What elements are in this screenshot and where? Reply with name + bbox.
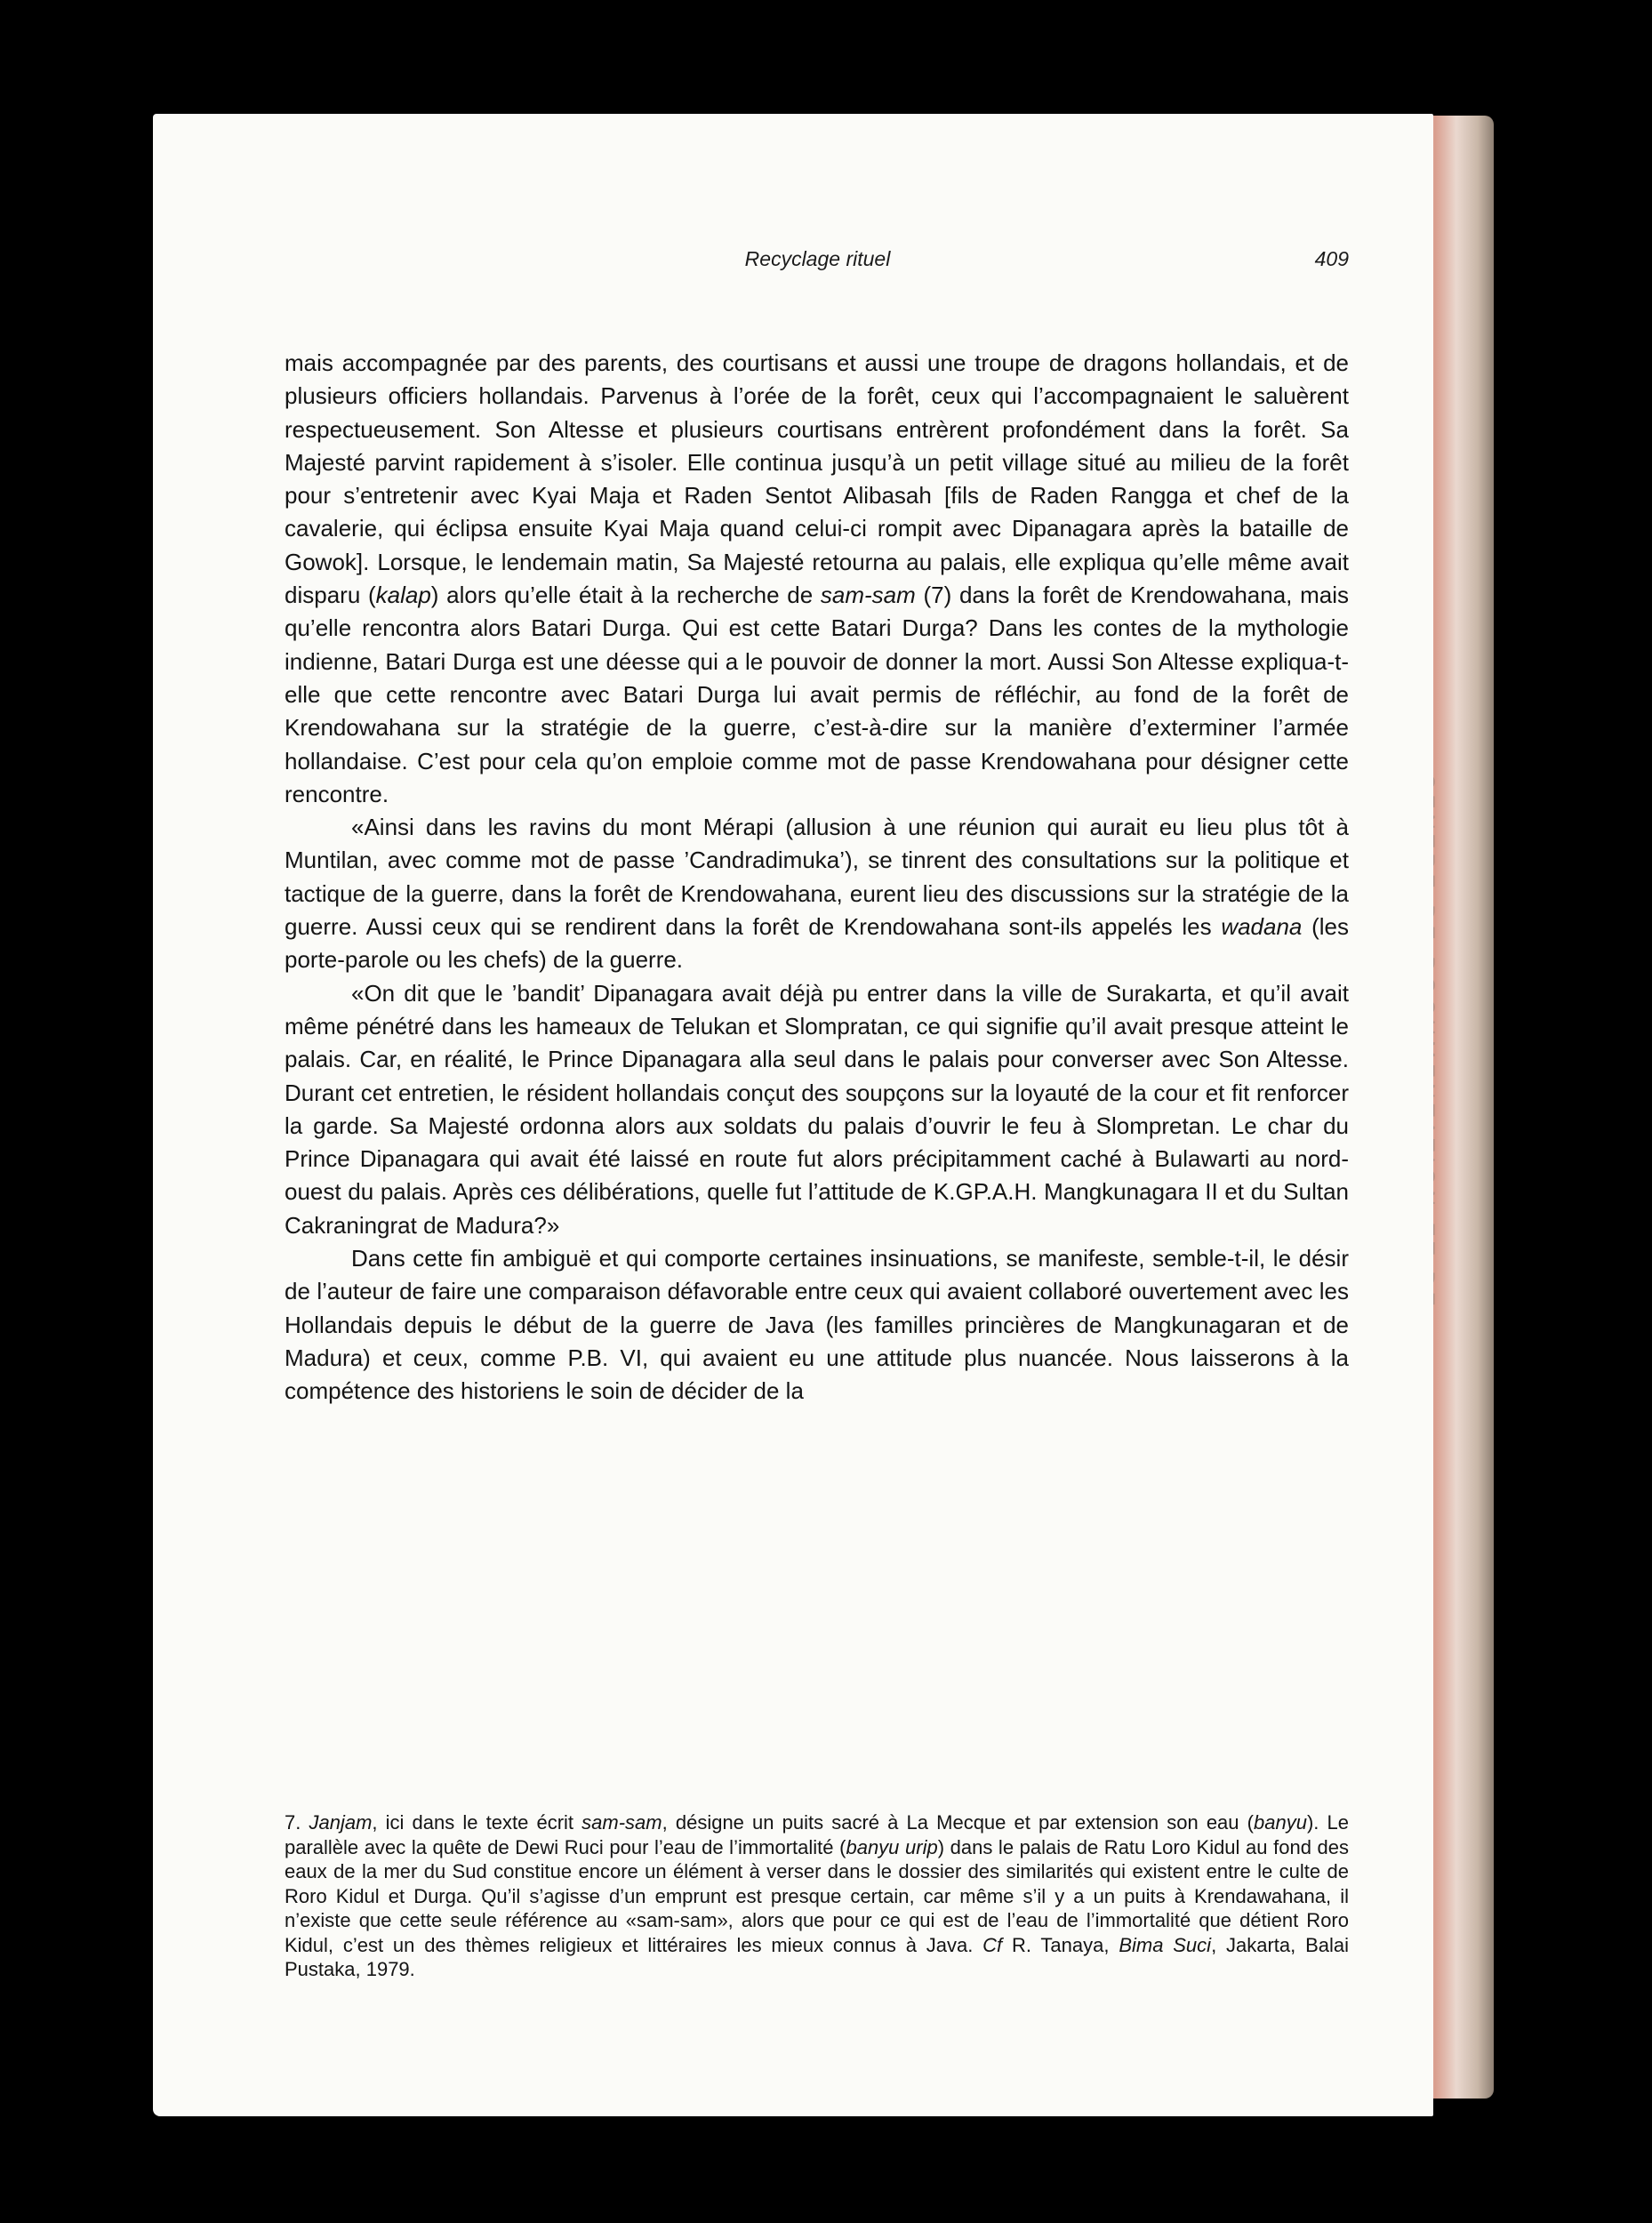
text-run: , ici dans le texte écrit [372,1811,582,1834]
text-run: ) dans le palais de Ratu Loro Kidul au fond des eaux de la mer du Sud constitue encore un élément à verser dans le dossier des similarités qui existent entre le culte de Roro Kidul et Durga. Qu’il s’agisse d’un emprunt est presque certain, car même s’il y a un puits à Krendawahana, il n’existe que cette seule référence au «sam-sam», alors que pour ce qui est de l’eau de l’immortalité que détient Roro Kidul, c’est un des thèmes religieux et littéraires les mieux connus à Java. [285,1835,1349,1956]
italic-text-run: banyu [1254,1811,1307,1834]
italic-text-run: sam-sam [820,582,916,609]
italic-text-run: sam-sam [581,1811,662,1834]
italic-text-run: Janjam [309,1811,373,1834]
italic-text-run: banyu urip [846,1835,938,1858]
text-run: , désigne un puits sacré à La Mecque et par extension son eau ( [662,1811,1254,1834]
text-run: 7. [285,1811,309,1834]
paragraph [285,811,1349,976]
italic-text-run: wadana [1221,913,1303,941]
text-run: R. Tanaya, [1002,1933,1119,1956]
paragraph [285,977,1349,1242]
book-page [153,114,1433,2116]
text-run: ) alors qu’elle était à la recherche de [430,582,821,609]
text-run: ). Le parallèle avec la quête de Dewi Ruci pour l’eau de l’immortalité ( [285,1811,1349,1858]
footnote [285,1810,1349,1982]
text-run: (les porte-parole ou les chefs) de la guerre. [285,913,1349,974]
paragraph [285,1242,1349,1408]
italic-text-run: Cf [982,1933,1003,1956]
body-text [285,347,1349,1408]
paragraph [285,347,1349,811]
text-run: , Jakarta, Balai Pustaka, 1979. [285,1933,1350,1980]
text-run: Dans cette fin ambiguë et qui comporte certaines insinuations, se manifeste, semble-t-il, le désir de l’auteur de faire une comparaison défavorable entre ceux qui avaient collaboré ouvertement avec les Hollandais depuis le début de la guerre de Java (les familles princières de Mangkunagaran et de Madura) et ceux, comme P.B. VI, qui avaient eu une attitude plus nuancée. Nous laisserons à la compétence des historiens le soin de décider de la [285,1245,1349,1405]
text-run: «On dit que le ’bandit’ Dipanagara avait déjà pu entrer dans la ville de Surakarta, et qu’il avait même pénétré dans les hameaux de Telukan et Slompratan, ce qui signifie qu’il avait presque atteint le palais. Car, en réalité, le Prince Dipanagara alla seul dans le palais pour converser avec Son Altesse. Durant cet entretien, le résident hollandais conçut des soupçons sur la loyauté de la cour et fit renforcer la garde. Sa Majesté ordonna alors aux soldats du palais d’ouvrir le feu à Slompretan. Le char du Prince Dipanagara qui avait été laissé en route fut alors précipitamment caché à Bulawarti au nord-ouest du palais. Après ces délibérations, quelle fut l’attitude de K.GP.A.H. Mangkunagara II et du Sultan Cakraningrat de Madura?» [285,979,1349,1239]
text-run: mais accompagnée par des parents, des courtisans et aussi une troupe de dragons hollandais, et de plusieurs officiers hollandais. Parvenus à l’orée de la forêt, ceux qui l’accompagnaient le saluèrent respectueusement. Son Altesse et plusieurs courtisans entrèrent profondément dans la forêt. Sa Majesté parvint rapidement à s’isoler. Elle continua jusqu’à un petit village situé au milieu de la forêt pour s’entretenir avec Kyai Maja et Raden Sentot Alibasah [fils de Raden Rangga et chef de la cavalerie, qui éclipsa ensuite Kyai Maja quand celui-ci rompit avec Dipanagara après la bataille de Gowok]. Lorsque, le lendemain matin, Sa Majesté retourna au palais, elle expliqua qu’elle même avait disparu ( [285,349,1349,609]
italic-text-run: kalap [375,582,431,609]
running-head-title: Recyclage rituel [744,247,891,270]
page-number: 409 [1314,247,1349,270]
text-run: «Ainsi dans les ravins du mont Mérapi (allusion à une réunion qui aurait eu lieu plus tôt à Muntilan, avec comme mot de passe ’Candradimuka’), se tinrent des consultations sur la politique et tactique de la guerre, dans la forêt de Krendowahana, eurent lieu des discussions sur la stratégie de la guerre. Aussi ceux qui se rendirent dans la forêt de Krendowahana sont-ils appelés les [285,814,1349,941]
text-run: (7) dans la forêt de Krendowahana, mais qu’elle rencontra alors Batari Durga. Qui est cette Batari Durga? Dans les contes de la mythologie indienne, Batari Durga est une déesse qui a le pouvoir de donner la mort. Aussi Son Altesse expliqua-t-elle que cette rencontre avec Batari Durga lui avait permis de réfléchir, au fond de la forêt de Krendowahana sur la stratégie de la guerre, c’est-à-dire sur la manière d’exterminer l’armée hollandaise. C’est pour cela qu’on emploie comme mot de passe Krendowahana pour désigner cette rencontre. [285,582,1349,807]
running-head [286,247,1349,283]
italic-text-run: Bima Suci [1119,1933,1212,1956]
